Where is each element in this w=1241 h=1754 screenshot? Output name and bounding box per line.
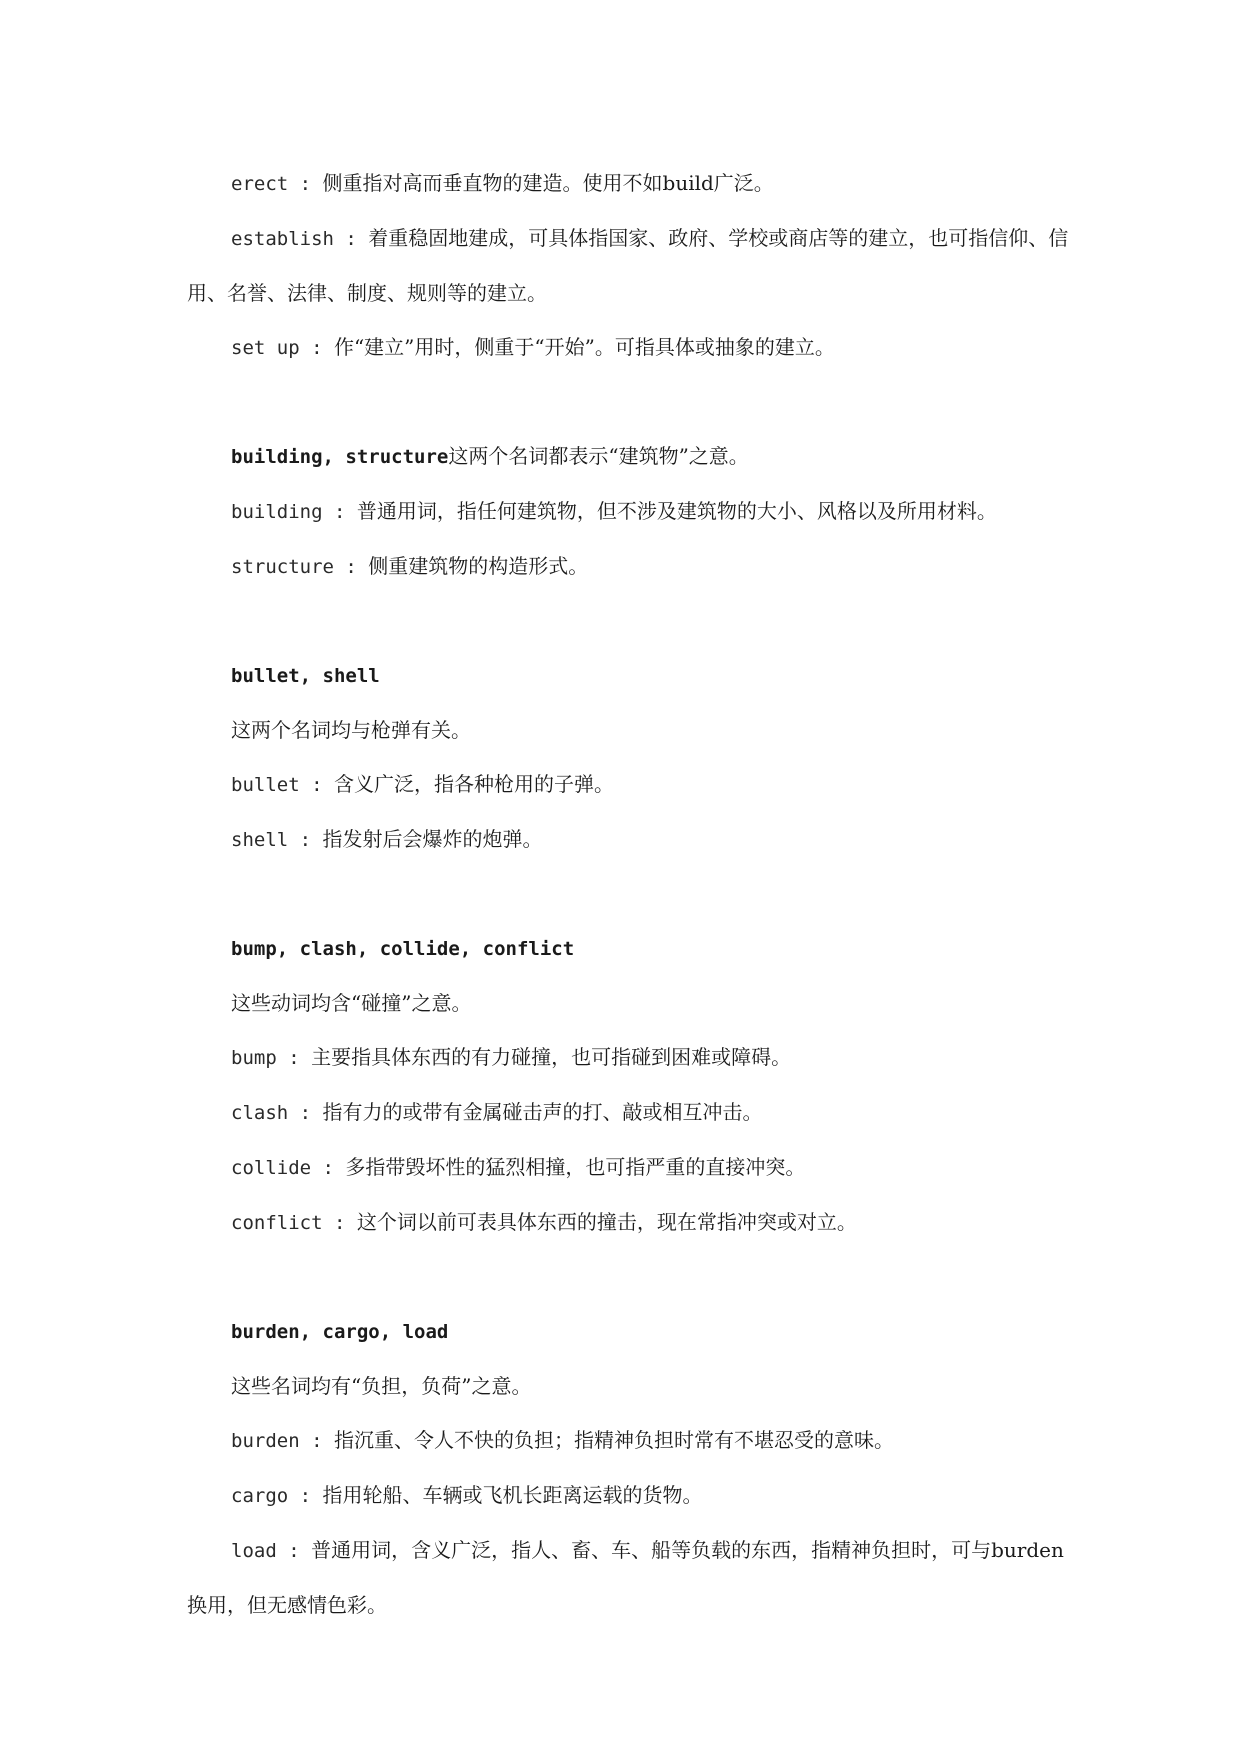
- entry-load: [187, 1523, 1069, 1632]
- entry-term: erect :: [231, 173, 323, 195]
- intro-text: 这两个名词均与枪弹有关。: [231, 718, 471, 742]
- entry-term: shell :: [231, 829, 323, 851]
- entry-structure: [187, 539, 1069, 594]
- entry-shell: [187, 812, 1069, 867]
- section-intro: [187, 976, 1069, 1030]
- heading-terms: burden, cargo, load: [231, 1321, 449, 1343]
- entry-term: structure :: [231, 556, 369, 578]
- section-heading-building-structure: [187, 429, 1069, 484]
- entry-definition: 指有力的或带有金属碰击声的打、敲或相互冲击。: [322, 1100, 763, 1124]
- entry-term: set up :: [231, 337, 334, 359]
- section-spacer: [187, 594, 1069, 648]
- entry-definition: 侧重建筑物的构造形式。: [368, 554, 589, 578]
- entry-term: cargo :: [231, 1485, 323, 1507]
- section-spacer: [187, 1250, 1069, 1304]
- entry-definition: 指发射后会爆炸的炮弹。: [322, 827, 543, 851]
- heading-text: 这两个名词都表示“建筑物”之意。: [448, 444, 749, 468]
- entry-definition: 这个词以前可表具体东西的撞击，现在常指冲突或对立。: [356, 1210, 857, 1234]
- section-intro: [187, 703, 1069, 757]
- entry-definition: 作“建立”用时，侧重于“开始”。可指具体或抽象的建立。: [333, 335, 835, 359]
- entry-term: load :: [231, 1540, 312, 1562]
- entry-bump: [187, 1030, 1069, 1085]
- entry-term: clash :: [231, 1102, 323, 1124]
- section-spacer: [187, 867, 1069, 921]
- entry-collide: [187, 1140, 1069, 1195]
- entry-building: [187, 484, 1069, 539]
- entry-definition: 侧重指对高而垂直物的建造。使用不如build广泛。: [322, 171, 774, 195]
- entry-term: building :: [231, 501, 357, 523]
- entry-definition: 普通用词，指任何建筑物，但不涉及建筑物的大小、风格以及所用材料。: [356, 499, 997, 523]
- entry-definition: 主要指具体东西的有力碰撞，也可指碰到困难或障碍。: [311, 1045, 792, 1069]
- section-intro: [187, 1359, 1069, 1413]
- entry-definition: 指用轮船、车辆或飞机长距离运载的货物。: [322, 1483, 703, 1507]
- entry-definition: 普通用词，含义广泛，指人、畜、车、船等负载的东西，指精神负担时，可与burden换用，但无感情色彩。: [187, 1538, 1064, 1617]
- entry-term: burden :: [231, 1430, 334, 1452]
- entry-term: bullet :: [231, 774, 334, 796]
- entry-erect: [187, 156, 1069, 211]
- entry-cargo: [187, 1468, 1069, 1523]
- heading-terms: bullet, shell: [231, 665, 380, 687]
- section-heading-burden-cargo-load: [187, 1304, 1069, 1359]
- entry-clash: [187, 1085, 1069, 1140]
- section-heading-bump-clash-collide-conflict: [187, 921, 1069, 976]
- entry-definition: 指沉重、令人不快的负担；指精神负担时常有不堪忍受的意味。: [333, 1428, 894, 1452]
- entry-burden: [187, 1413, 1069, 1468]
- entry-bullet: [187, 757, 1069, 812]
- heading-terms: building, structure: [231, 446, 449, 468]
- heading-terms: bump, clash, collide, conflict: [231, 938, 575, 960]
- entry-definition: 多指带毁坏性的猛烈相撞，也可指严重的直接冲突。: [345, 1155, 806, 1179]
- entry-term: conflict :: [231, 1212, 357, 1234]
- section-spacer: [187, 375, 1069, 429]
- entry-term: establish :: [231, 228, 369, 250]
- entry-definition: 含义广泛，指各种枪用的子弹。: [333, 772, 614, 796]
- intro-text: 这些名词均有“负担，负荷”之意。: [231, 1374, 532, 1398]
- entry-definition: 着重稳固地建成，可具体指国家、政府、学校或商店等的建立，也可指信仰、信用、名誉、法律、制度、规则等的建立。: [187, 226, 1069, 305]
- entry-conflict: [187, 1195, 1069, 1250]
- entry-set-up: [187, 320, 1069, 375]
- document-body: [187, 156, 1069, 1632]
- section-heading-bullet-shell: [187, 648, 1069, 703]
- intro-text: 这些动词均含“碰撞”之意。: [231, 991, 472, 1015]
- entry-term: collide :: [231, 1157, 346, 1179]
- entry-establish: [187, 211, 1069, 320]
- entry-term: bump :: [231, 1047, 312, 1069]
